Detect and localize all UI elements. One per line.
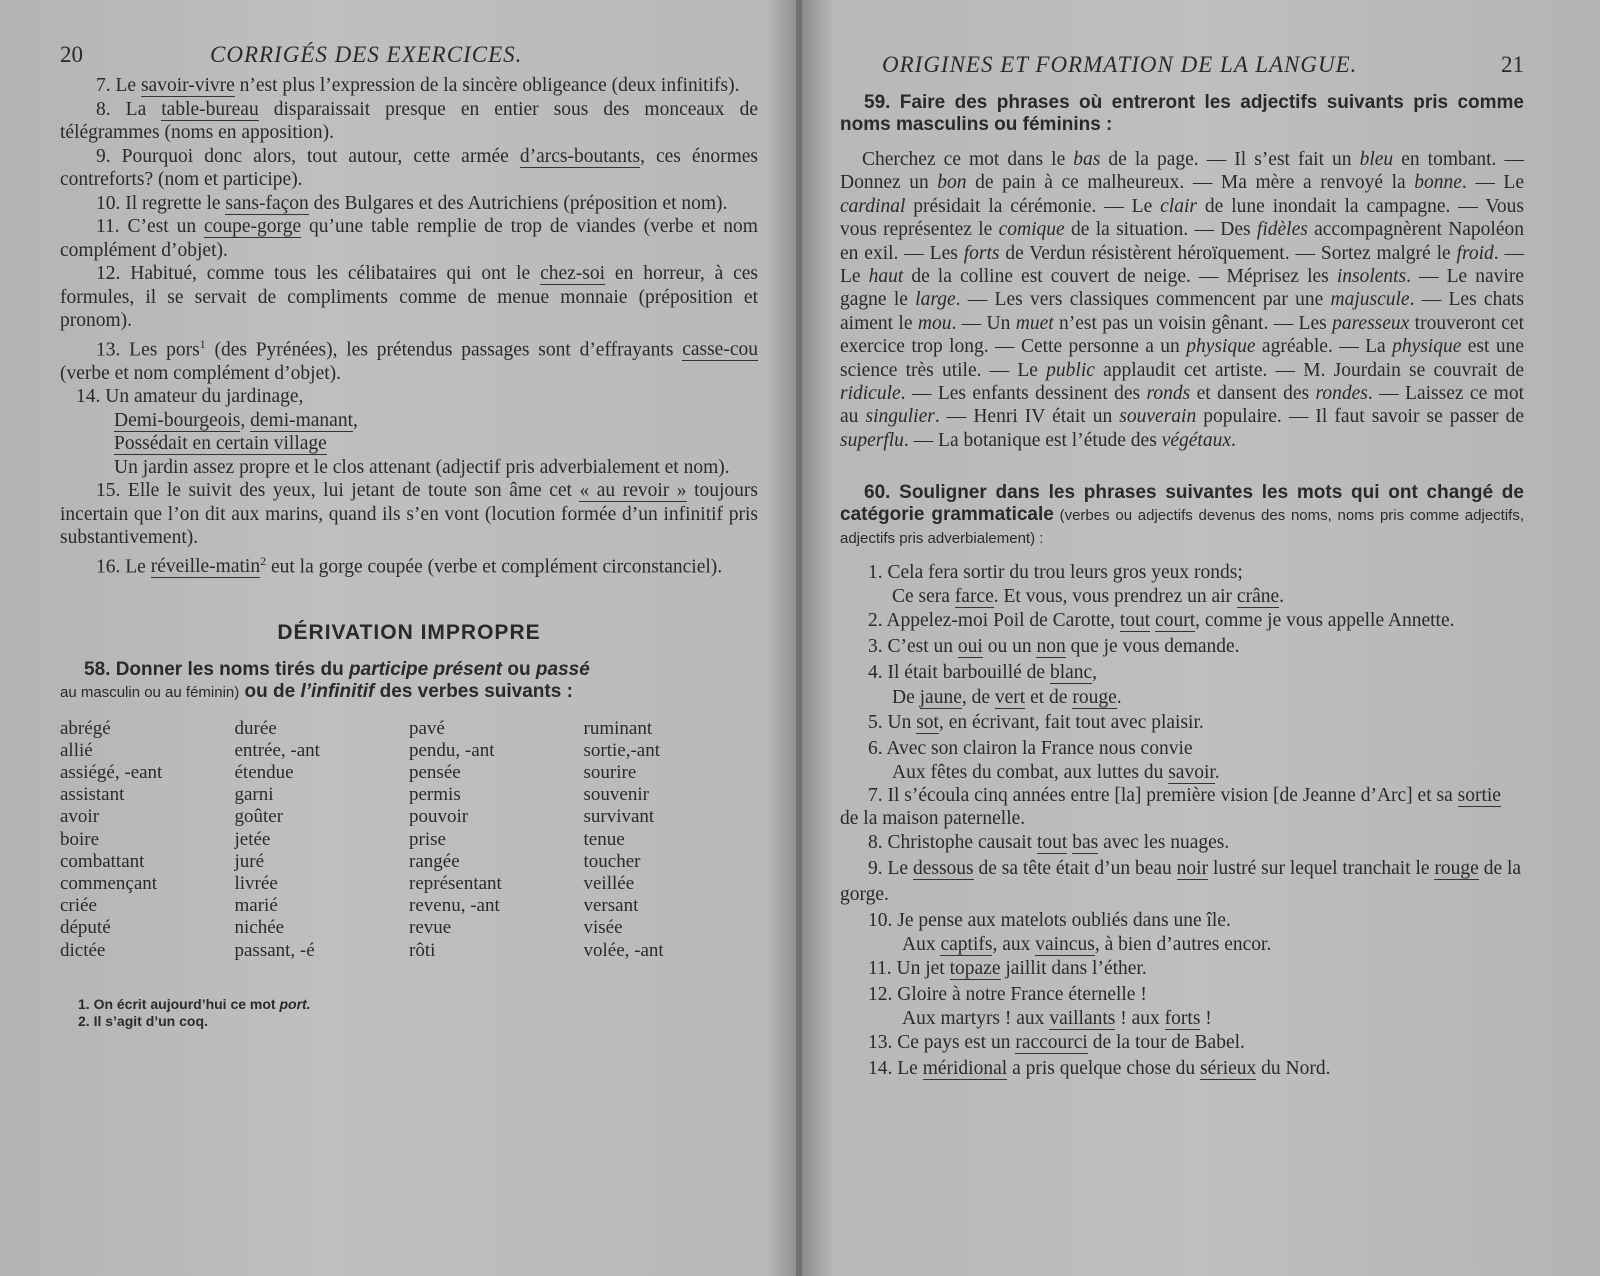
answer-item: 9. Pourquoi donc alors, tout autour, cette armée d’arcs-boutants, ces énormes contreforts? (nom et participe). xyxy=(60,145,758,190)
left-page xyxy=(0,0,798,1276)
word-entry: commençant xyxy=(60,872,158,894)
list-item: 14. Le méridional a pris quelque chose du sérieux du Nord. xyxy=(868,1058,1331,1080)
exercise-59-text: Cherchez ce mot dans le bas de la page. — Il s’est fait un bleu en tombant. — Donnez un bon de pain à ce malheureux. — Ma mère a renvoyé la bonne. — Le cardinal présidait la cérémonie. — Le clair de lune inondait la campagne. — Vous vous représentez le comique de la situation. — Des fidèles accompagnèrent Napoléon en exil. — Les forts de Verdun résistèrent héroïquement. — Sortez malgré le froid. — Le haut de la colline est couvert de neige. — Méprisez les insolents. — Le navire gagne le large. — Les vers classiques commencent par une majuscule. — Les chats aiment le mou. — Un muet n’est pas un voisin gênant. — Les paresseux trouveront cet exercice trop long. — Cette personne a un physique agréable. — La physique est une science très utile. — Le public applaudit cet artiste. — M. Jourdain se couvrait de ridicule. — Les enfants dessinent des ronds et dansent des rondes. — Laissez ce mot au singulier. — Henri IV était un souverain populaire. — Il faut savoir se passer de superflu. — La botanique est l’étude des végétaux. xyxy=(840,149,1525,451)
answer-item: 16. Le réveille-matin$^2$ eut la gorge coupée (verbe et complément circonstanciel). xyxy=(96,553,723,577)
right-page xyxy=(802,0,1600,1276)
verse-line: Possédait en certain village xyxy=(114,433,327,454)
word-column xyxy=(235,718,410,962)
word-entry: pensée xyxy=(409,761,461,783)
footnote: 2. Il s’agit d’un coq. xyxy=(78,1012,208,1029)
list-item: 12. Gloire à notre France éternelle ! xyxy=(868,984,1147,1006)
list-item: 1. Cela fera sortir du trou leurs gros yeux ronds; xyxy=(868,562,1243,584)
list-item: 4. Il était barbouillé de blanc, xyxy=(868,662,1098,684)
list-item: 3. C’est un oui ou un non que je vous demande. xyxy=(868,636,1240,658)
word-entry: pouvoir xyxy=(409,806,469,828)
footnotes xyxy=(60,996,758,1030)
word-entry: marié xyxy=(234,895,278,917)
list-item: 13. Ce pays est un raccourci de la tour de Babel. xyxy=(868,1032,1245,1054)
list-item: Aux captifs, aux vaincus, à bien d’autres encor. xyxy=(902,934,1272,956)
word-entry: représentant xyxy=(409,872,502,894)
list-item: 5. Un sot, en écrivant, fait tout avec plaisir. xyxy=(868,712,1204,734)
word-entry: sortie,-ant xyxy=(583,739,661,761)
word-column xyxy=(584,718,759,962)
word-entry: boire xyxy=(60,828,100,850)
right-page-header xyxy=(840,38,1524,78)
word-entry: allié xyxy=(60,739,93,761)
word-entry: député xyxy=(60,917,111,939)
answer-item: 11. C’est un coupe-gorge qu’une table remplie de trop de viandes (verbe et nom complément d’objet). xyxy=(60,216,758,261)
page-number: 21 xyxy=(1501,52,1524,77)
word-entry: survivant xyxy=(583,806,655,828)
word-entry: durée xyxy=(234,717,277,739)
answer-item: 10. Il regrette le sans-façon des Bulgares et des Autrichiens (préposition et nom). xyxy=(96,192,728,214)
word-entry: permis xyxy=(409,784,461,806)
word-entry: combattant xyxy=(60,850,145,872)
word-entry: assiégé, -eant xyxy=(60,761,163,783)
word-entry: toucher xyxy=(583,850,641,872)
word-entry: prise xyxy=(409,828,446,850)
word-entry: rôti xyxy=(409,939,436,961)
answer-item: 15. Elle le suivit des yeux, lui jetant de toute son âme cet « au revoir » toujours incertain que l’on dit aux marins, quand ils s’en vont (locution formée d’un infinitif pris substantivement). xyxy=(60,480,758,548)
page-number: 20 xyxy=(60,42,83,67)
word-entry: avoir xyxy=(60,806,100,828)
word-entry: revenu, -ant xyxy=(409,895,500,917)
word-entry: tenue xyxy=(583,828,625,850)
list-item: 7. Il s’écoula cinq années entre [la] première vision [de Jeanne d’Arc] et sa sortie de la maison paternelle. xyxy=(840,785,1501,830)
running-head: ORIGINES ET FORMATION DE LA LANGUE. xyxy=(882,52,1358,77)
word-entry: nichée xyxy=(234,917,285,939)
running-head: CORRIGÉS DES EXERCICES. xyxy=(210,42,523,67)
exercise-59-heading: 59. Faire des phrases où entreront les adjectifs suivants pris comme noms masculins ou féminins : xyxy=(840,92,1524,135)
word-entry: ruminant xyxy=(583,717,653,739)
word-column xyxy=(60,718,235,962)
word-entry: visée xyxy=(583,917,623,939)
word-entry: volée, -ant xyxy=(583,939,664,961)
verse-line: Un jardin assez propre et le clos attenant (adjectif pris adverbialement et nom). xyxy=(114,456,730,478)
list-item: De jaune, de vert et de rouge. xyxy=(892,687,1122,709)
word-entry: veillée xyxy=(583,872,635,894)
word-entry: dictée xyxy=(60,939,106,961)
list-item: Aux martyrs ! aux vaillants ! aux forts ! xyxy=(902,1008,1212,1030)
word-entry: revue xyxy=(409,917,452,939)
left-page-header xyxy=(60,28,758,68)
word-entry: jetée xyxy=(234,828,271,850)
exercise-60-heading: 60. Souligner dans les phrases suivantes les mots qui ont changé de catégorie grammaticale (verbes ou adjectifs devenus des noms, noms pris comme adjectifs, adjectifs pris adverbialement) : xyxy=(840,482,1524,548)
word-column xyxy=(409,718,584,962)
answer-item: 13. Les pors$^1$ (des Pyrénées), les prétendus passages sont d’effrayants casse-cou (verbe et nom complément d’objet). xyxy=(60,336,758,384)
word-entry: juré xyxy=(234,850,265,872)
list-item: 9. Le dessous de sa tête était d’un beau noir lustré sur lequel tranchait le rouge de la gorge. xyxy=(840,858,1522,906)
list-item: Ce sera farce. Et vous, vous prendrez un air crâne. xyxy=(892,586,1285,608)
word-entry: sourire xyxy=(583,761,637,783)
list-item: 11. Un jet topaze jaillit dans l’éther. xyxy=(868,958,1147,980)
word-entry: entrée, -ant xyxy=(234,739,320,761)
word-entry: livrée xyxy=(234,872,278,894)
word-entry: garni xyxy=(234,784,274,806)
word-entry: goûter xyxy=(234,806,284,828)
word-entry: abrégé xyxy=(60,717,111,739)
exercise-58-heading: 58. Donner les noms tirés du participe présent ou passé au masculin ou au féminin) ou de l’infinitif des verbes suivants : xyxy=(60,658,590,702)
exercise-60-list xyxy=(840,560,1524,1082)
answer-item-verse: 14. Un amateur du jardinage, xyxy=(76,386,304,407)
word-entry: versant xyxy=(583,895,639,917)
word-entry: souvenir xyxy=(583,784,649,806)
word-entry: rangée xyxy=(409,850,460,872)
list-item: 8. Christophe causait tout bas avec les nuages. xyxy=(868,832,1230,854)
answer-item: 7. Le savoir-vivre n’est plus l’expression de la sincère obligeance (deux infinitifs). xyxy=(96,75,740,96)
word-entry: assistant xyxy=(60,784,125,806)
list-item: Aux fêtes du combat, aux luttes du savoir. xyxy=(892,762,1220,784)
answer-item: 8. La table-bureau disparaissait presque en entier sous des monceaux de télégrammes (noms en apposition). xyxy=(60,98,758,143)
word-entry: pavé xyxy=(409,717,445,739)
list-item: 2. Appelez-moi Poil de Carotte, tout court, comme je vous appelle Annette. xyxy=(868,610,1455,632)
footnote: 1. On écrit aujourd’hui ce mot port. xyxy=(78,995,311,1012)
word-entry: passant, -é xyxy=(234,939,315,961)
word-entry: pendu, -ant xyxy=(409,739,495,761)
word-entry: criée xyxy=(60,895,97,917)
list-item: 6. Avec son clairon la France nous convie xyxy=(868,738,1193,760)
word-entry: étendue xyxy=(234,761,294,783)
answer-item: 12. Habitué, comme tous les célibataires qui ont le chez-soi en horreur, à ces formules, il se servait de compliments comme de menue monnaie (préposition et pronom). xyxy=(60,263,758,331)
list-item: 10. Je pense aux matelots oubliés dans une île. xyxy=(868,910,1231,932)
word-columns xyxy=(60,718,758,962)
section-title: DÉRIVATION IMPROPRE xyxy=(277,620,541,644)
verse-line: Demi-bourgeois, demi-manant, xyxy=(114,409,358,431)
